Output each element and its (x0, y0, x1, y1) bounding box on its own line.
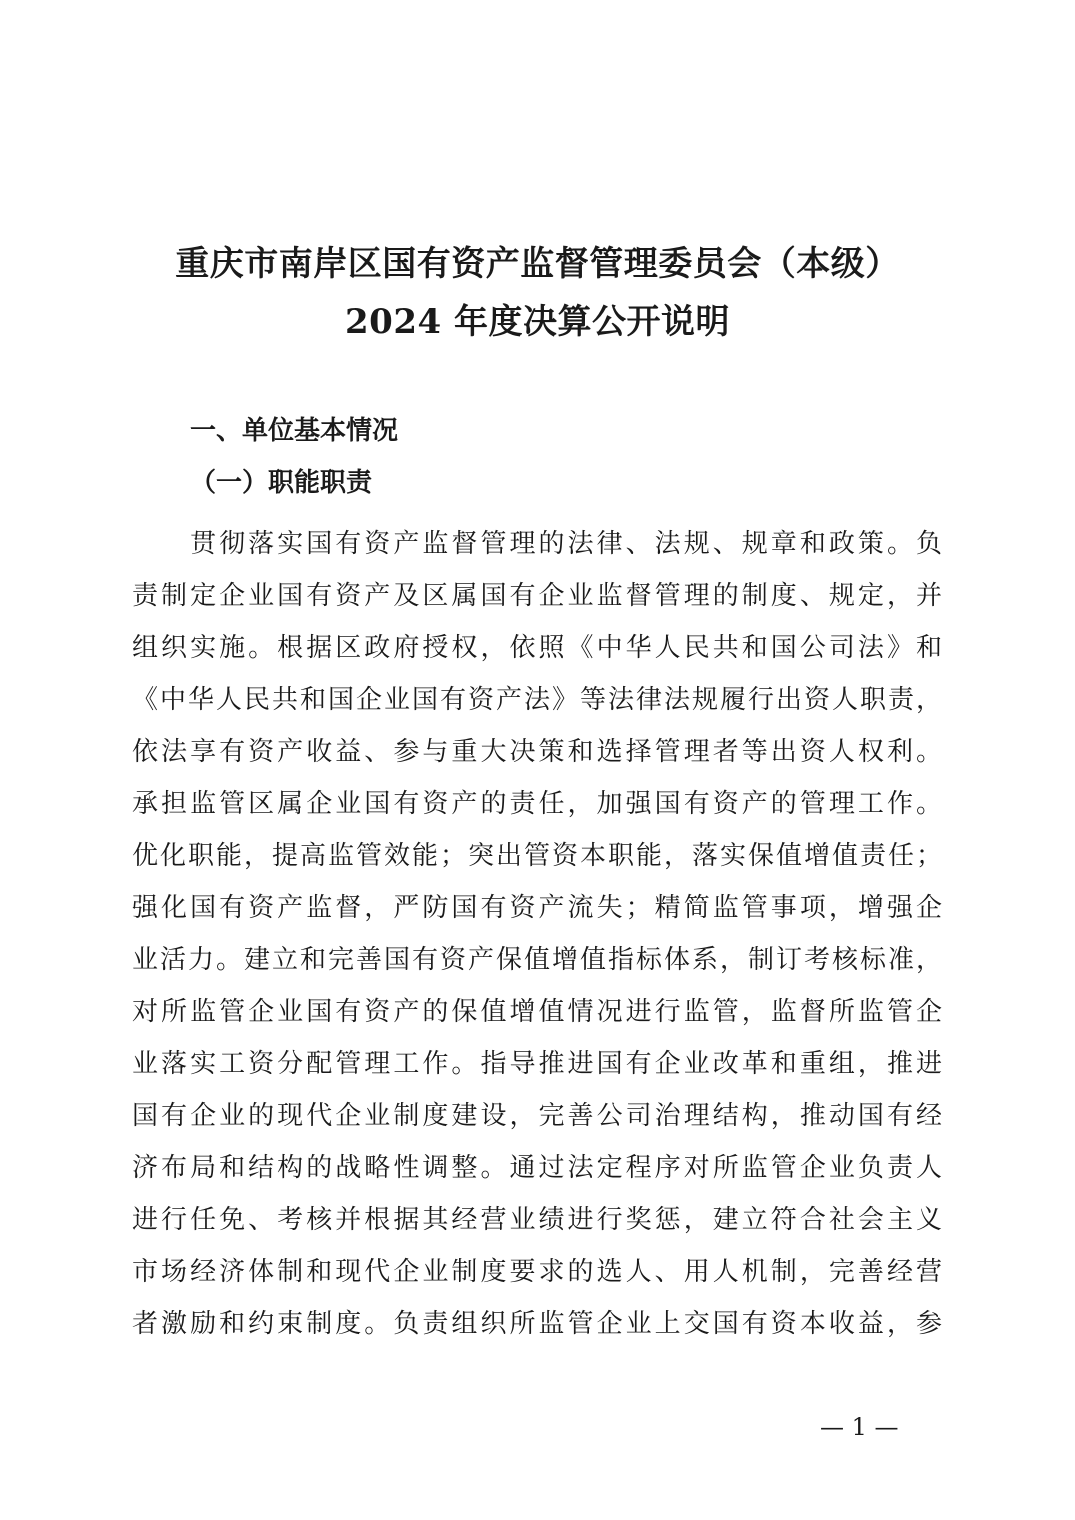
paragraph-line: 责制定企业国有资产及区属国有企业监督管理的制度、规定，并 (132, 581, 942, 611)
paragraph-line: 组织实施。根据区政府授权，依照《中华人民共和国公司法》和 (132, 633, 942, 663)
paragraph-line: 业活力。建立和完善国有资产保值增值指标体系，制订考核标准， (132, 945, 942, 975)
section-heading: 一、单位基本情况 (190, 416, 399, 446)
page-number: — 1 — (820, 1413, 899, 1441)
subsection-heading: （一）职能职责 (190, 468, 373, 498)
paragraph-line: 者激励和约束制度。负责组织所监管企业上交国有资本收益，参 (132, 1309, 942, 1339)
paragraph-line: 依法享有资产收益、参与重大决策和选择管理者等出资人权利。 (132, 737, 942, 767)
paragraph-line: 优化职能，提高监管效能；突出管资本职能，落实保值增值责任； (132, 841, 942, 871)
paragraph-line: 对所监管企业国有资产的保值增值情况进行监管，监督所监管企 (132, 997, 942, 1027)
paragraph-line: 业落实工资分配管理工作。指导推进国有企业改革和重组，推进 (132, 1049, 942, 1079)
paragraph-line: 济布局和结构的战略性调整。通过法定程序对所监管企业负责人 (132, 1153, 942, 1183)
document-title-line-1: 重庆市南岸区国有资产监督管理委员会（本级） (175, 244, 900, 284)
paragraph-line: 市场经济体制和现代企业制度要求的选人、用人机制，完善经营 (132, 1257, 942, 1287)
paragraph-line: 贯彻落实国有资产监督管理的法律、法规、规章和政策。负 (132, 529, 942, 559)
paragraph-line: 国有企业的现代企业制度建设，完善公司治理结构，推动国有经 (132, 1101, 942, 1131)
body-paragraph (132, 518, 942, 1350)
paragraph-line: 《中华人民共和国企业国有资产法》等法律法规履行出资人职责， (132, 685, 942, 715)
paragraph-line: 强化国有资产监督，严防国有资产流失；精简监管事项，增强企 (132, 893, 942, 923)
document-title-line-2: 2024 年度决算公开说明 (345, 302, 730, 342)
paragraph-line: 承担监管区属企业国有资产的责任，加强国有资产的管理工作。 (132, 789, 942, 819)
paragraph-line: 进行任免、考核并根据其经营业绩进行奖惩，建立符合社会主义 (132, 1205, 942, 1235)
